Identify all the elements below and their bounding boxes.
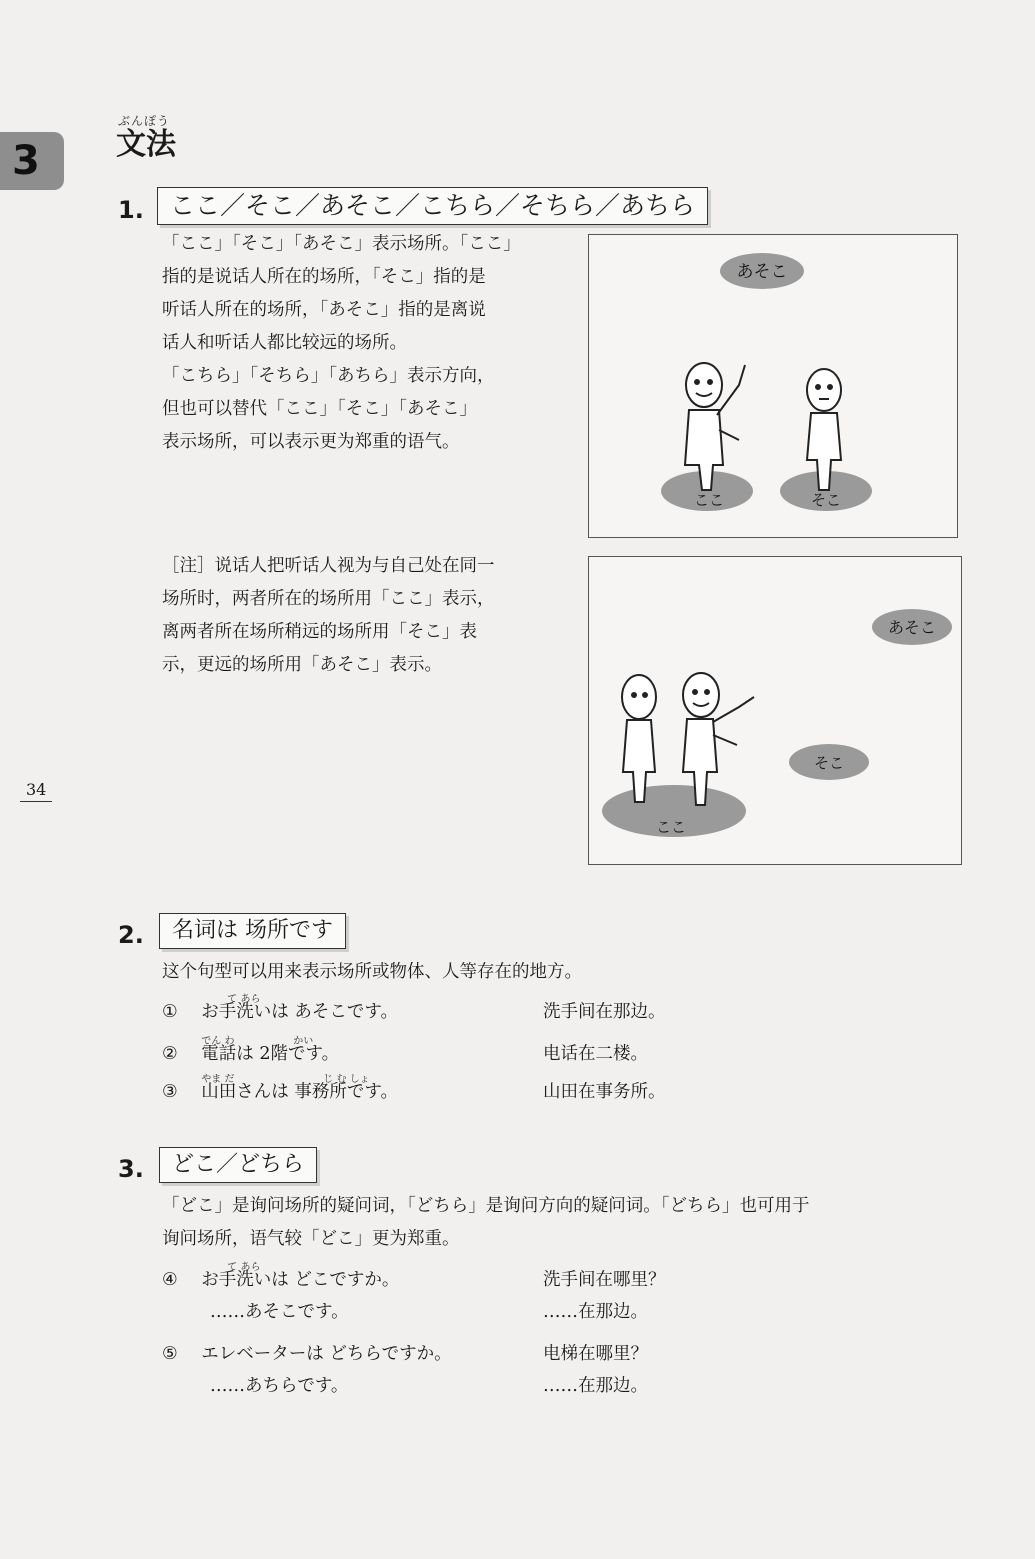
label-asoko: あそこ [736,262,788,282]
example-zh-answer: ……在那边。 [543,1302,648,1322]
example-row [162,994,398,1024]
para-line: 指的是说话人所在的场所，「そこ」指的是 [162,267,486,287]
section-header [116,112,176,161]
page-number: 34 [20,780,52,802]
label-soko: そこ [813,754,845,772]
example-jp-text: 電話は 2階です。 [201,1044,340,1064]
listener-person-icon [622,675,656,802]
section3-number: 3. [118,1155,144,1183]
para-line: 听话人所在的场所，「あそこ」指的是离说 [162,300,486,320]
example-answer: ……あちらです。 [210,1376,349,1396]
header-title: 文法 [116,127,176,162]
para-line: 但也可以替代「ここ」「そこ」「あそこ」 [162,399,477,419]
section2-heading: 名词は 场所です [159,913,346,949]
illustration-2 [588,556,962,865]
example-row [162,1074,398,1104]
section3-intro [162,1190,982,1256]
example-zh: 电梯在哪里？ [543,1344,648,1364]
intro-line: 「どこ」是询问场所的疑问词，「どちら」是询问方向的疑问词。「どちら」也可用于 [162,1196,810,1216]
para-line: 表示场所，可以表示更为郑重的语气。 [162,432,460,452]
illustration-1-drawing [589,235,957,537]
example-jp [201,994,398,1024]
furigana: て あら [227,994,261,1005]
para-line: 「こちら」「そちら」「あちら」表示方向， [162,366,495,386]
speaker-person-icon [685,363,745,490]
example-marker: ⑤ [162,1344,178,1364]
section2-intro: 这个句型可以用来表示场所或物体、人等存在的地方。 [162,962,582,982]
example-row [162,1262,400,1292]
note-line: 示，更远的场所用「あそこ」表示。 [162,655,442,675]
note-line: ［注］说话人把听话人视为与自己处在同一 [162,556,495,576]
chapter-tab: 3 [0,132,64,190]
furigana: でん わ [201,1036,235,1047]
example-jp [201,1074,398,1104]
label-soko: そこ [810,491,842,509]
example-jp [201,1262,400,1292]
example-marker: ④ [162,1270,178,1290]
speaker-person-icon [683,673,754,805]
illustration-1 [588,234,958,538]
label-asoko: あそこ [887,618,937,637]
furigana: やま だ [201,1074,235,1085]
furigana: じ む しょ [323,1074,370,1085]
label-koko: ここ [655,818,687,836]
example-jp-text: お手洗いは あそこです。 [201,1002,398,1022]
example-jp-text: エレベーターは どちらですか。 [201,1344,452,1364]
illustration-2-drawing [589,557,961,864]
section1-number: 1. [118,196,144,224]
section1-heading: ここ／そこ／あそこ／こちら／そちら／あちら [157,187,708,225]
example-jp [201,1036,340,1066]
example-jp-text: お手洗いは どこですか。 [201,1270,400,1290]
example-marker: ② [162,1044,178,1064]
section2-number: 2. [118,921,144,949]
para-line: 话人和听话人都比较远的场所。 [162,333,407,353]
example-jp-text: 山田さんは 事務所です。 [201,1082,398,1102]
intro-line: 询问场所，语气较「どこ」更为郑重。 [162,1229,460,1249]
section1-note [162,550,582,682]
header-ruby: ぶんぽう [118,114,171,128]
example-zh: 电话在二楼。 [543,1044,648,1064]
example-zh-answer: ……在那边。 [543,1376,648,1396]
example-marker: ① [162,1002,178,1022]
example-jp [201,1342,451,1366]
example-zh: 洗手间在哪里？ [543,1270,666,1290]
section3-heading: どこ／どちら [159,1147,317,1183]
para-line: 「ここ」「そこ」「あそこ」表示场所。「ここ」 [162,234,521,254]
furigana: て あら [227,1262,261,1273]
label-koko: ここ [693,491,725,509]
note-line: 离两者所在场所稍远的场所用「そこ」表 [162,622,477,642]
example-answer: ……あそこです。 [210,1302,349,1322]
example-row [162,1036,340,1066]
example-row [162,1342,452,1366]
example-zh: 洗手间在那边。 [543,1002,666,1022]
example-marker: ③ [162,1082,178,1102]
example-zh: 山田在事务所。 [543,1082,666,1102]
section1-paragraph [162,228,582,459]
furigana: かい [293,1036,314,1047]
note-line: 场所时，两者所在的场所用「ここ」表示， [162,589,495,609]
